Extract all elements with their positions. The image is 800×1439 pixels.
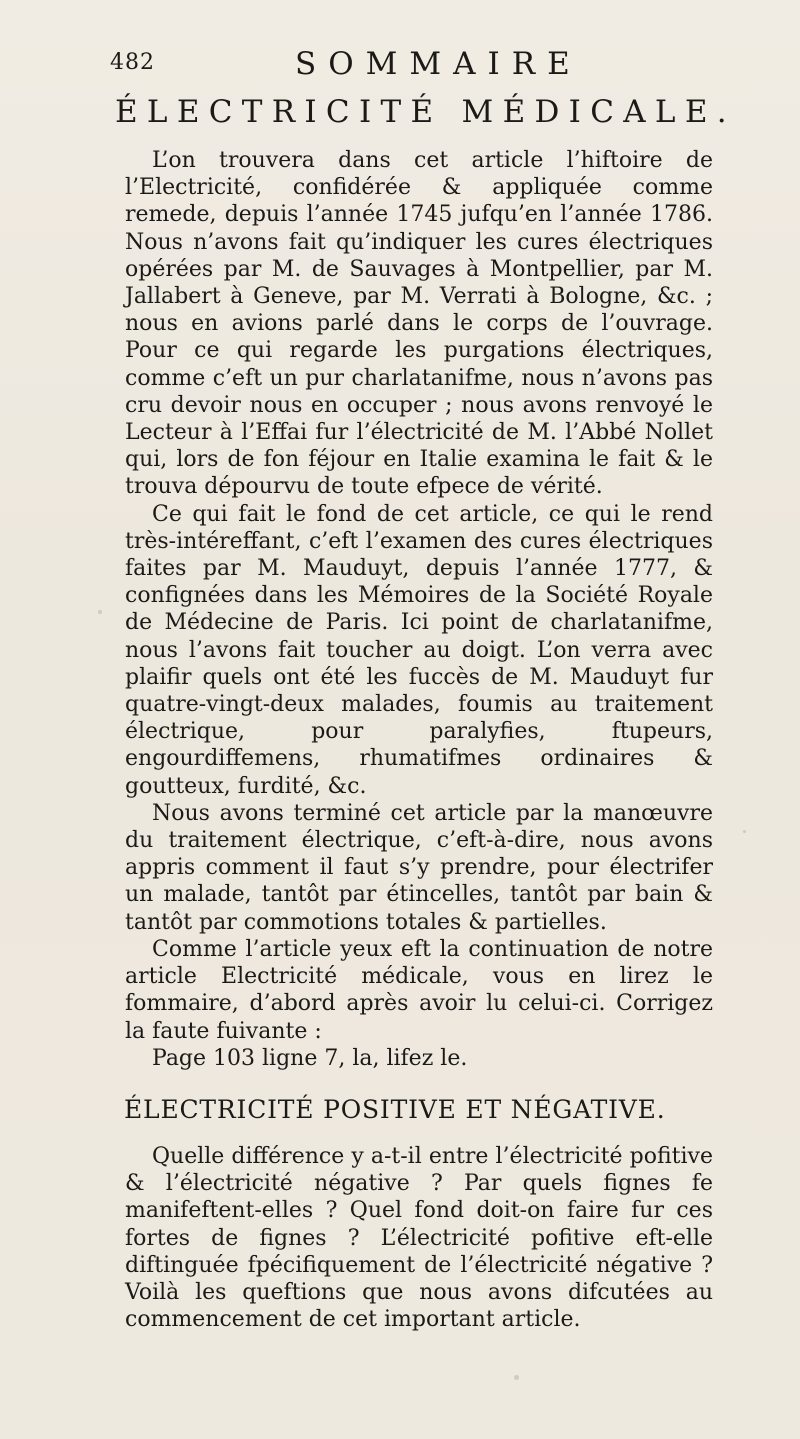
section-body (125, 147, 713, 1072)
paper-speck (743, 830, 746, 833)
paragraph: Nous avons terminé cet article par la manœuvre du traitement électrique, c’eft-à-dire, nous avons appris comment il faut s’y prendre, pour électrifer un malade, tantôt par étincelles, tantôt par bain & tantôt par commotions totales & partielles. (125, 800, 713, 935)
section-title: ÉLECTRICITÉ MÉDICALE. (115, 94, 736, 130)
paragraph: Comme l’article yeux eft la continuation de notre article Electricité médicale, vous en lirez le fommaire, d’abord après avoir lu celui-ci. Corrigez la faute fuivante : (125, 936, 713, 1044)
running-title: SOMMAIRE (295, 46, 582, 82)
paragraph: L’on trouvera dans cet article l’hiftoire de l’Electricité, confidérée & appliquée comme remede, depuis l’année 1745 jufqu’en l’année 1786. Nous n’avons fait qu’indiquer les cures électriques opérées par M. de Sauvages à Montpellier, par M. Jallabert à Geneve, par M. Verrati à Bologne, &c. ; nous en avions parlé dans le corps de l’ouvrage. Pour ce qui regarde les purgations électriques, comme c’eft un pur charlatanifme, nous n’avons pas cru devoir nous en occuper ; nous avons renvoyé le Lecteur à l’Effai fur l’électricité de M. l’Abbé Nollet qui, lors de fon féjour en Italie examina le fait & le trouva dépourvu de toute efpece de vérité. (125, 148, 713, 500)
subsection-title: ÉLECTRICITÉ POSITIVE ET NÉGATIVE. (124, 1095, 666, 1124)
paper-speck (98, 610, 102, 614)
paragraph: Page 103 ligne 7, la, lifez le. (152, 1045, 468, 1071)
page-number: 482 (110, 50, 155, 75)
paragraph: Quelle différence y a-t-il entre l’électricité pofitive & l’électricité négative ? Par quels fignes fe manifeftent-elles ? Quel fond doit-on faire fur ces fortes de fignes ? L’électricité pofitive eft-elle diftinguée fpécifiquement de l’électricité négative ? Voilà les queftions que nous avons difcutées au commencement de cet important article. (125, 1144, 713, 1333)
paper-speck (514, 1375, 519, 1380)
page-header (110, 46, 710, 86)
subsection-body (125, 1143, 713, 1333)
paragraph: Ce qui fait le fond de cet article, ce qui le rend très-intéreffant, c’eft l’examen des cures électriques faites par M. Mauduyt, depuis l’année 1777, & confignées dans les Mémoires de la Société Royale de Médecine de Paris. Ici point de charlatanifme, nous l’avons fait toucher au doigt. L’on verra avec plaifir quels ont été les fuccès de M. Mauduyt fur quatre-vingt-deux malades, foumis au traitement électrique, pour paralyfies, ftupeurs, engourdiffemens, rhumatifmes ordinaires & goutteux, furdité, &c. (125, 501, 713, 799)
